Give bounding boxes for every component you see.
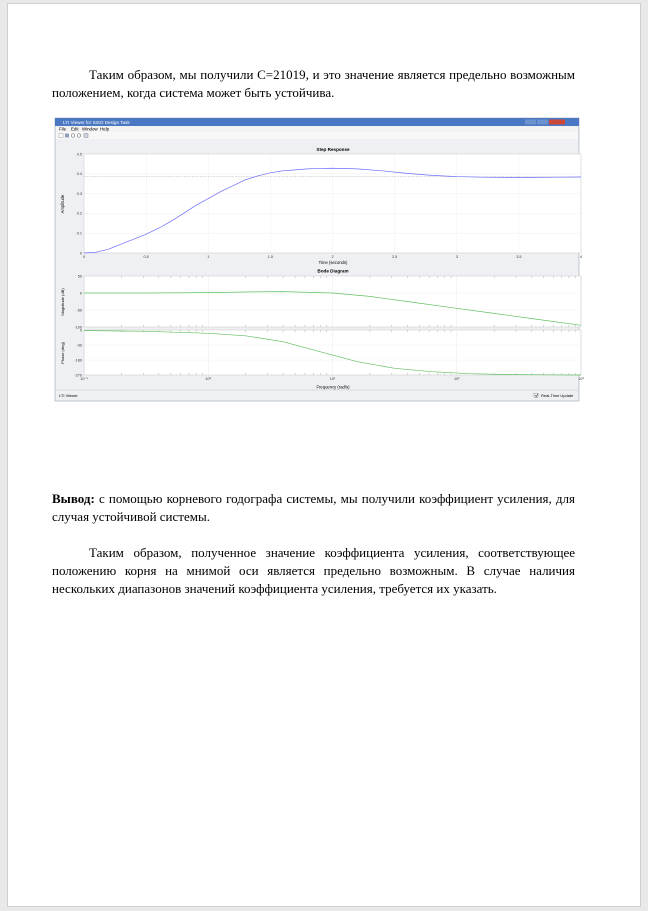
paragraph-conclusion [52, 490, 575, 526]
conclusion-label: Вывод: [52, 491, 95, 506]
bode-x-tick: 10⁻¹ [80, 377, 88, 381]
step-x-tick: 0 [82, 255, 86, 259]
step-title: Step Response [316, 147, 350, 152]
magnitude-y-tick: 0 [79, 291, 82, 296]
step-y-tick: 0.2 [76, 211, 82, 216]
window-title: LTI Viewer for SISO Design Task [63, 120, 130, 125]
step-x-tick: 3.5 [516, 255, 522, 259]
magnitude-ylabel: Magnitude (dB) [60, 288, 65, 316]
step-x-tick: 2.5 [391, 255, 398, 259]
step-y-tick: 0.4 [76, 172, 82, 177]
step-y-tick: 0.3 [76, 191, 82, 196]
step-x-tick: 1 [207, 255, 210, 259]
conclusion-text: с помощью корневого годографа системы, мы получили коэффициент усиления, для случая устойчивой системы. [52, 491, 575, 524]
menu-edit[interactable]: Edit [71, 126, 79, 132]
title-bar [55, 118, 579, 126]
step-x-tick: 3 [455, 255, 458, 259]
phase-y-tick: -180 [74, 358, 82, 363]
minimize-button[interactable] [525, 120, 536, 125]
status-label: LTI Viewer [59, 393, 78, 398]
magnitude-y-tick: 50 [77, 274, 82, 279]
bode-xlabel: Frequency (rad/s) [316, 384, 350, 390]
bode-title: Bode Diagram [317, 268, 349, 274]
step-x-tick: 1.5 [267, 255, 274, 259]
step-x-tick: 0.5 [143, 255, 149, 259]
menu-file[interactable]: File [59, 126, 67, 132]
grid-icon[interactable] [84, 134, 88, 138]
step-x-tick: 2 [331, 255, 334, 259]
step-ylabel: Amplitude [60, 194, 65, 214]
phase-y-tick: 0 [79, 328, 82, 333]
phase-y-tick: -270 [74, 373, 82, 378]
toolbar [56, 132, 578, 139]
step-xlabel: Time (seconds) [318, 260, 348, 265]
phase-ylabel: Phase (deg) [60, 342, 65, 364]
menu-window[interactable]: Window [82, 126, 98, 132]
new-icon[interactable] [59, 134, 63, 138]
bode-x-tick: 10² [454, 377, 460, 381]
paragraph-gain-note: Таким образом, полученное значение коэффициента усиления, соответствующее положению корня на мнимой оси является предельно возможным. В случае наличия нескольких диапазонов значений коэффициента усиления, требуется их указать. [52, 545, 575, 596]
paragraph-result: Таким образом, мы получили C=21019, и это значение является предельно возможным положением, когда система может быть устойчива. [52, 67, 575, 100]
step-y-tick: 0 [79, 251, 82, 256]
lti-viewer-screenshot [55, 118, 584, 401]
step-y-tick: 0.5 [76, 152, 82, 157]
step-x-tick: 4 [579, 255, 583, 259]
bode-x-tick: 10¹ [329, 377, 336, 381]
close-button[interactable] [549, 120, 565, 125]
print-icon[interactable] [65, 134, 69, 138]
menu-help[interactable]: Help [100, 126, 110, 132]
menu-bar [56, 126, 578, 132]
magnitude-y-tick: -100 [74, 325, 82, 330]
bode-x-tick: 10³ [578, 377, 584, 381]
bode-x-tick: 10⁰ [205, 377, 212, 381]
realtime-label: Real-Time Update [541, 393, 574, 398]
magnitude-y-tick: -50 [76, 308, 82, 313]
step-y-tick: 0.1 [76, 231, 82, 236]
phase-y-tick: -90 [76, 343, 82, 348]
maximize-button[interactable] [537, 120, 548, 125]
